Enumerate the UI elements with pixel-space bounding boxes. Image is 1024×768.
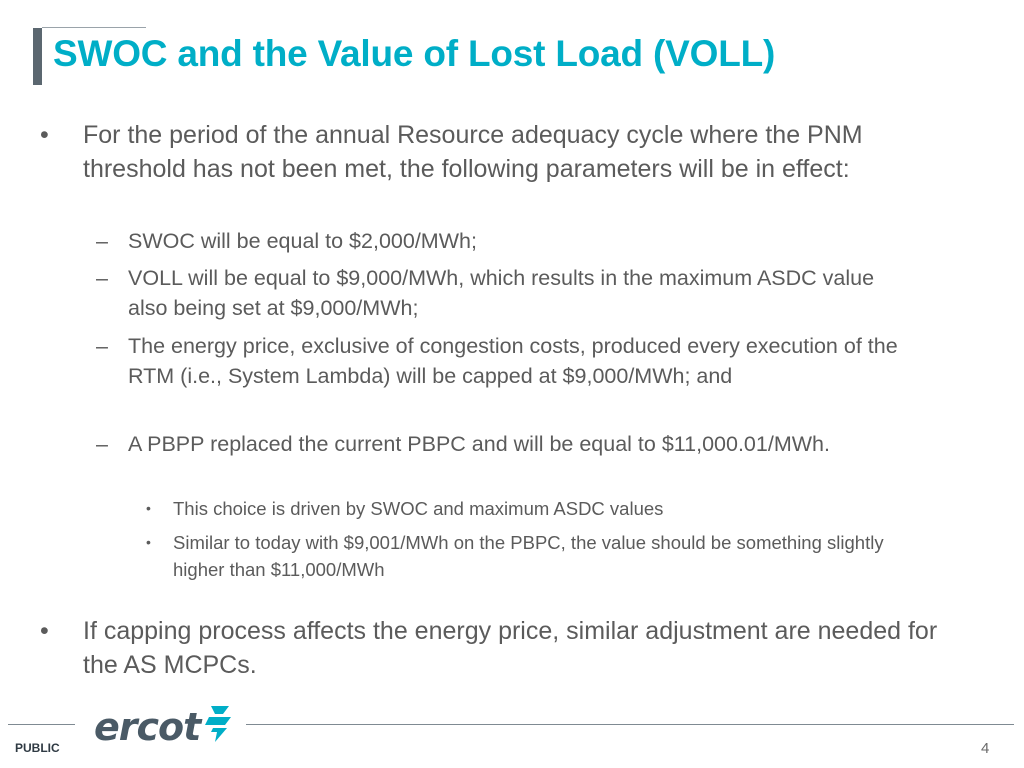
- sub-bullet-text: VOLL will be equal to $9,000/MWh, which results in the maximum ASDC value also being set at $9,000/MWh;: [128, 266, 875, 320]
- sub-bullet-text: A PBPP replaced the current PBPC and will be equal to $11,000.01/MWh.: [128, 432, 830, 456]
- classification-label: PUBLIC: [15, 741, 60, 755]
- bullet-text: If capping process affects the energy price, similar adjustment are needed for the AS MCPCs.: [83, 617, 938, 679]
- bullet-text: For the period of the annual Resource adequacy cycle where the PNM threshold has not been met, the following parameters will be in effect:: [83, 121, 863, 183]
- sub-bullet-marker: –: [96, 334, 108, 358]
- page-number: 4: [981, 740, 990, 757]
- sub-bullet-marker: –: [96, 266, 108, 290]
- title-accent-bar: [33, 28, 42, 85]
- ercot-logo: [94, 703, 235, 751]
- sub-sub-bullet-text: This choice is driven by SWOC and maximum ASDC values: [173, 498, 664, 519]
- footer-rule-right: [246, 724, 1014, 725]
- sub-bullet-marker: –: [96, 432, 108, 456]
- sub-bullet-text: The energy price, exclusive of congestion costs, produced every execution of the RTM (i.e., System Lambda) will be capped at $9,000/MWh; and: [128, 334, 898, 388]
- bullet-marker: •: [40, 121, 49, 149]
- logo-wordmark: ercot: [94, 705, 201, 749]
- sub-bullet-marker: –: [96, 229, 108, 253]
- sub-sub-bullet-marker: •: [146, 500, 151, 516]
- slide-title: SWOC and the Value of Lost Load (VOLL): [53, 33, 776, 74]
- ercot-lightning-mark-icon: [203, 704, 235, 749]
- sub-sub-bullet-text: Similar to today with $9,001/MWh on the PBPC, the value should be something slightly higher than $11,000/MWh: [173, 532, 884, 580]
- footer-rule-left: [8, 724, 75, 725]
- sub-sub-bullet-marker: •: [146, 534, 151, 550]
- bullet-marker: •: [40, 617, 49, 645]
- sub-bullet-text: SWOC will be equal to $2,000/MWh;: [128, 229, 477, 253]
- title-top-rule: [42, 27, 146, 28]
